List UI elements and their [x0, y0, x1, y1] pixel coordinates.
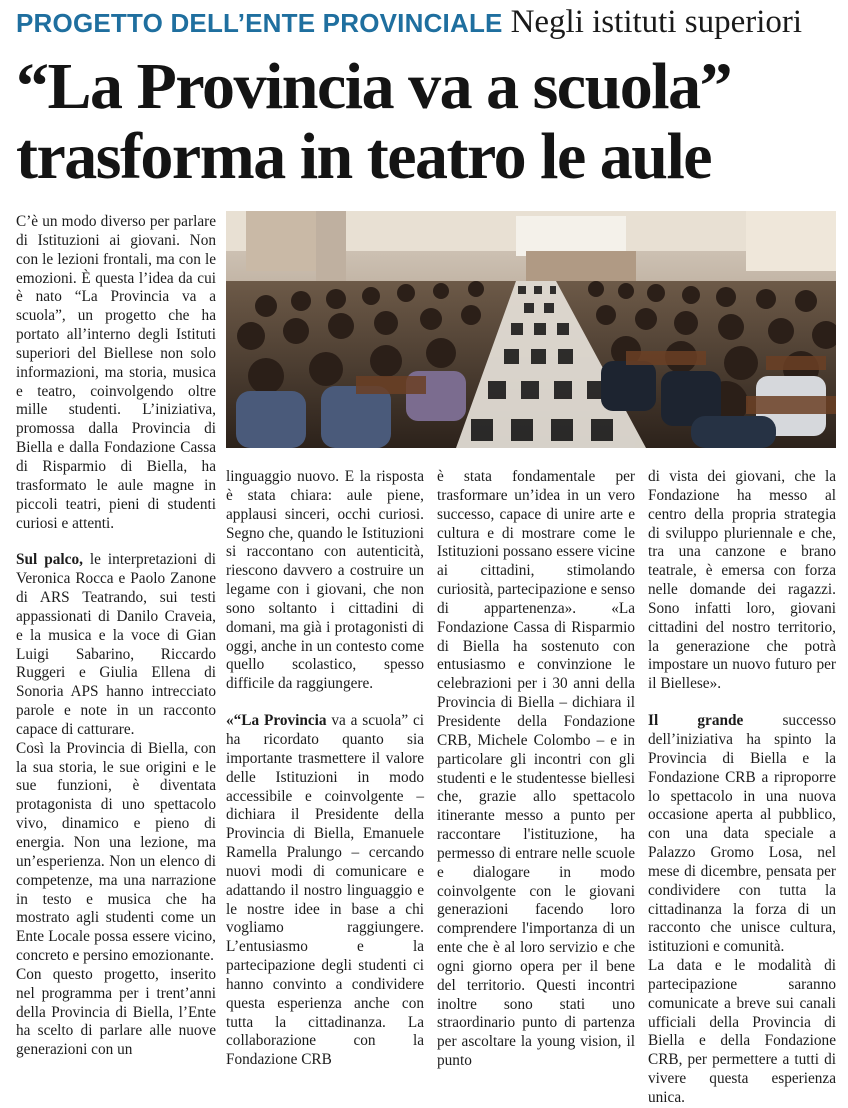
- paragraph-text: successo dell’iniziativa ha spinto la Provincia di Biella e la Fondazione CRB a riproporre lo spettacolo in una nuova occasione aperta al pubblico, con una data speciale a Palazzo Gromo Losa, nel mese di dicembre, pensata per condividere con tutta la cittadinanza la forza di un racconto che unisce cultura, istituzioni e comunità.: [648, 712, 836, 956]
- paragraph: [226, 712, 424, 1070]
- section-subtitle: Negli istituti superiori: [510, 4, 803, 40]
- paragraph: La data e le modalità di partecipazione saranno comunicate a breve sui canali ufficiali della Provincia di Biella e della Fondazione CRB, per permettere a tutti di vivere questa esperienza unica.: [648, 957, 836, 1106]
- audience-photo-illustration: [226, 211, 836, 448]
- paragraph-lead: Sul palco,: [16, 551, 83, 569]
- article-column-1: [16, 213, 216, 1060]
- paragraph-text: va a scuola” ci ha ricordato quanto sia importante trasmettere il valore delle Istituzioni in modo accessibile e coinvolgente – dichiara il Presidente della Provincia di Biella, Emanuele Ramella Pralungo – cercando nuovi modi di comunicare e adattando il nostro linguaggio e le nostre idee in base a chi vogliamo raggiungere. L’entusiasmo e la partecipazione degli studenti ci hanno convinto a condividere questa esperienza anche con tutta la cittadinanza. La collaborazione con la Fondazione CRB: [226, 712, 424, 1069]
- kicker: [16, 4, 836, 41]
- paragraph: C’è un modo diverso per parlare di Istituzioni ai giovani. Non con le lezioni frontali, ma con le emozioni. È questa l’idea da cui è nato “La Provincia va a scuola”, un progetto che ha portato all’interno degli Istituti superiori del Biellese non solo informazioni, ma storia, musica e teatro, coinvolgendo oltre mille studenti. L’iniziativa, promossa dalla Provincia di Biella e dalla Fondazione Cassa di Risparmio di Biella, ha trasformato le aule magne in piccoli teatri, pieni di studenti curiosi e attenti.: [16, 213, 216, 532]
- article-column-3: [437, 468, 635, 1071]
- paragraph-lead: «“La Provincia: [226, 712, 327, 730]
- headline-line-1: “La Provincia va a scuola”: [16, 50, 732, 123]
- article-column-4: [648, 468, 836, 1108]
- paragraph: è stata fondamentale per trasformare un’idea in un vero successo, capace di unire arte e cultura e di mostrare come le Istituzioni possano essere vicine ai cittadini, stimolando curiosità, partecipazione e senso di appartenenza». «La Fondazione Cassa di Risparmio di Biella ha sostenuto con entusiasmo e convinzione le celebrazioni per i 30 anni della Provincia di Biella – dichiara il Presidente della Fondazione CRB, Michele Colombo – e in particolare gli incontri con gli studenti e le studentesse biellesi che, grazie allo spettacolo itinerante messo a punto per raccontare l'istituzione, ha permesso di entrare nelle scuole e dialogare in modo coinvolgente con le giovani generazioni facendo loro comprendere l'importanza di un ente che è al loro servizio e che ogni giorno opera per il bene del territorio. Questi incontri inoltre sono stati uno straordinario punto di partenza per ascoltare la young vision, il punto: [437, 468, 635, 1070]
- section-tag: PROGETTO DELL’ENTE PROVINCIALE: [16, 8, 503, 38]
- paragraph: Con questo progetto, inserito nel programma per i trent’anni della Provincia di Biella, l’Ente ha scelto di parlare alle nuove generazioni con un: [16, 965, 216, 1059]
- paragraph: Così la Provincia di Biella, con la sua storia, le sue origini e le sue funzioni, è diventata protagonista di uno spettacolo vivo, dinamico e pieno di energia. Non una lezione, ma un’esperienza. Non un elenco di competenze, ma una narrazione in testo e musica che ha mostrato agli studenti come un Ente Locale possa essere vicino, concreto e persino emozionante.: [16, 739, 216, 965]
- paragraph: [648, 712, 836, 957]
- paragraph: linguaggio nuovo. E la risposta è stata chiara: aule piene, applausi sinceri, occhi curiosi. Segno che, quando le Istituzioni si raccontano con autenticità, riescono davvero a costruire un legame con i giovani, che non sono soltanto i cittadini di domani, ma già i protagonisti di oggi, anche in un contesto come quello scolastico, spesso difficile da raggiungere.: [226, 468, 424, 693]
- article-photo: [226, 211, 836, 448]
- headline-line-2: trasforma in teatro le aule: [16, 120, 712, 193]
- paragraph-text: le interpretazioni di Veronica Rocca e Paolo Zanone di ARS Teatrando, sui testi appassionati di Danilo Craveia, e la musica e la voce di Gian Luigi Sabarino, Riccardo Ruggeri e Giulia Ellena di Sonoria APS hanno intrecciato parole e note in un racconto capace di catturare.: [16, 551, 216, 738]
- paragraph: [16, 551, 216, 739]
- article-column-2: [226, 468, 424, 1070]
- headline: [16, 52, 836, 192]
- paragraph: di vista dei giovani, che la Fondazione ha messo al centro della propria strategia di sviluppo pluriennale e che, tra una canzone e brano teatrale, è emersa con forza nelle domande dei ragazzi. Sono infatti loro, giovani cittadini del nostro territorio, la generazione che potrà impostare un nuovo futuro per il Biellese».: [648, 468, 836, 693]
- paragraph-lead: Il grande: [648, 712, 744, 730]
